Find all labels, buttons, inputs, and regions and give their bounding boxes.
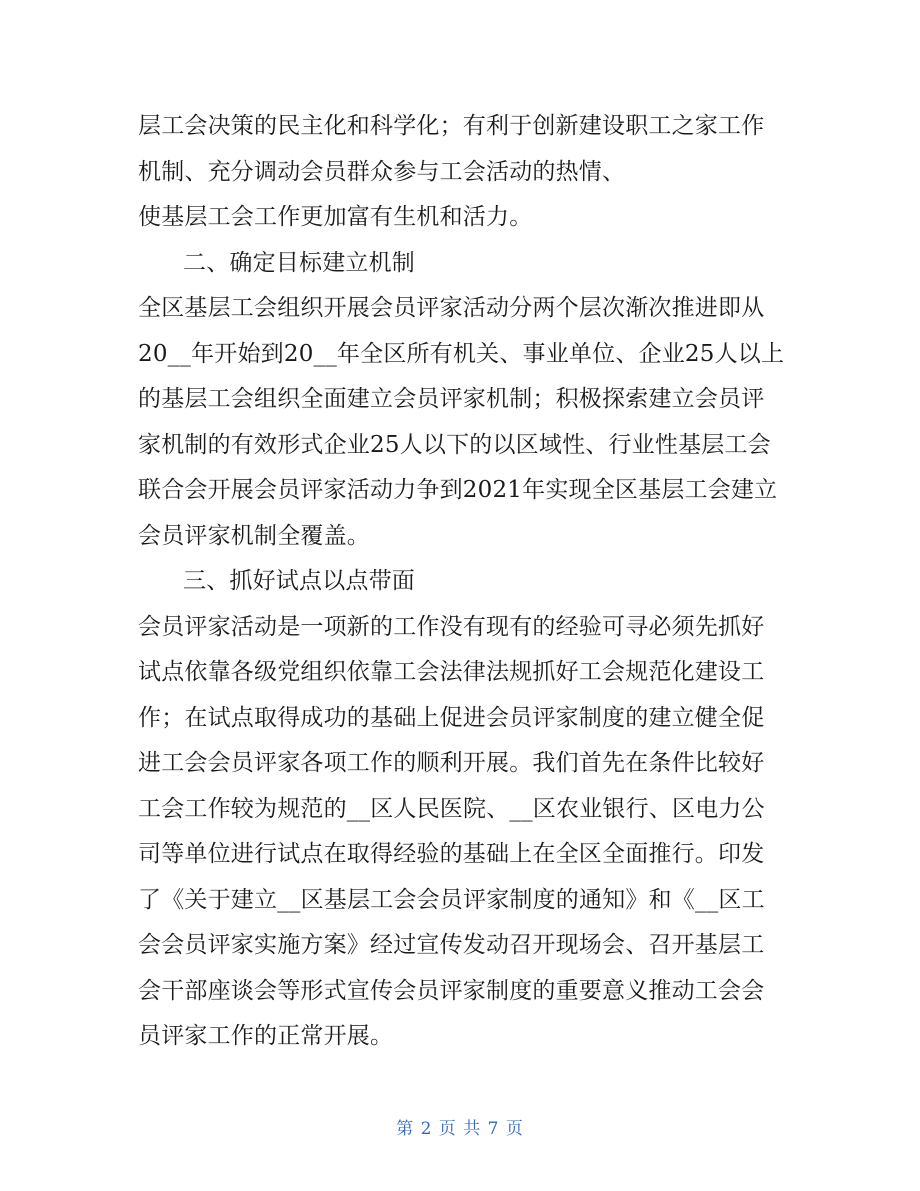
text-line: 会会员评家实施方案》经过宣传发动召开现场会、召开基层工	[138, 932, 765, 958]
text-line: 的基层工会组织全面建立会员评家机制；积极探索建立会员评	[138, 386, 765, 412]
text-line: 层工会决策的民主化和科学化；有利于创新建设职工之家工作	[138, 113, 765, 139]
text-line: 使基层工会工作更加富有生机和活力。	[138, 204, 533, 230]
text-line: 司等单位进行试点在取得经验的基础上在全区全面推行。印发	[138, 841, 765, 867]
text-line: 家机制的有效形式企业25人以下的以区域性、行业性基层工会	[138, 431, 771, 458]
text-line: 机制、充分调动会员群众参与工会活动的热情、	[138, 158, 626, 185]
section-heading: 二、确定目标建立机制	[183, 249, 415, 276]
text-line: 作；在试点取得成功的基础上促进会员评家制度的建立健全促	[138, 704, 765, 731]
text-line: 会干部座谈会等形式宣传会员评家制度的重要意义推动工会会	[138, 977, 765, 1004]
text-line: 试点依靠各级党组织依靠工会法律法规抓好工会规范化建设工	[138, 659, 765, 685]
page-number-footer: 第 2 页 共 7 页	[396, 1119, 524, 1139]
section-heading: 三、抓好试点以点带面	[183, 568, 415, 594]
text-line: 工会工作较为规范的__区人民医院、__区农业银行、区电力公	[138, 795, 765, 822]
text-line: 会员评家活动是一项新的工作没有现有的经验可寻必须先抓好	[138, 613, 765, 640]
text-line: 全区基层工会组织开展会员评家活动分两个层次渐次推进即从	[138, 295, 765, 321]
document-body	[138, 104, 788, 1060]
text-line: 员评家工作的正常开展。	[138, 1023, 394, 1049]
text-line: 进工会会员评家各项工作的顺利开展。我们首先在条件比较好	[138, 750, 765, 776]
text-line: 联合会开展会员评家活动力争到2021年实现全区基层工会建立	[138, 477, 778, 503]
text-line: 20__年开始到20__年全区所有机关、事业单位、企业25人以上	[138, 340, 785, 367]
text-line: 了《关于建立__区基层工会会员评家制度的通知》和《__区工	[138, 886, 765, 913]
text-line: 会员评家机制全覆盖。	[138, 522, 370, 549]
